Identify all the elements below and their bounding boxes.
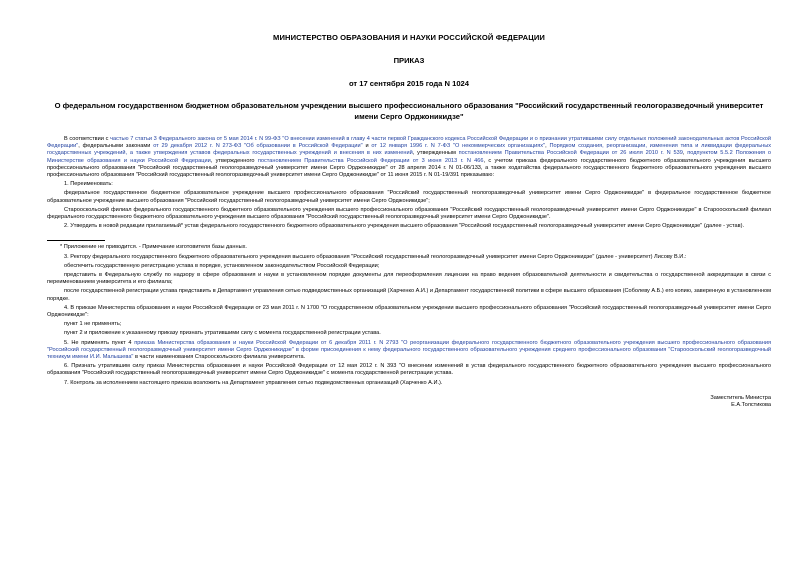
preamble-text: , утвержденным — [412, 150, 459, 157]
item-1-university-rename: федеральное государственное бюджетное образовательное учреждение высшего профессионального образования "Российский государственный геологоразведочный университет имени Серго Орджоникидзе" в федеральное государственное бюджетное образовательное учреждение высшего образования "Российский государственный геологоразведочный университет имени Серго Орджоникидзе"; — [47, 190, 771, 204]
preamble-text: , — [682, 150, 688, 157]
document-title: О федеральном государственном бюджетном образовательном учреждении высшего профессионального образования "Российский государственный геологоразведочный университет имени Серго Орджоникидзе" — [54, 101, 764, 121]
preamble-text: В соответствии с — [64, 136, 111, 142]
order-2793-link[interactable]: приказа Министерства образования и науки Российской Федерации от 6 декабря 2011 г. N 2793 "О реорганизации федерального государственного бюджетного образовательного учреждения высшего профессионального образования "Российский государственный геологоразведочный университет имени Серго Орджоникидзе" в форме присоединения к нему федерального государственного образовательного учреждения среднего профессионального образования "Старооскольский геологоразведочный техникум имени И.И. Малышева" — [47, 339, 771, 361]
item-4-point-1: пункт 1 не применять; — [64, 321, 122, 328]
procedure-link[interactable]: Порядком создания, реорганизации, изменения типа и ликвидации федеральных государственных учреждений, а также утверждения уставов федеральных государственных учреждений и внесения в них изменений — [47, 143, 772, 157]
signature-block — [47, 395, 771, 410]
preamble-text: , с учетом приказа федерального государственного бюджетного образовательного учреждения высшего профессионального образования "Российский государственный геологоразведочный университет имени Серго Орджоникидзе" от 28 апреля 2014 г. N 01-06/133, а также ходатайства федерального государственного бюджетного образовательного учреждения высшего профессионального образования "Российский государственный геологоразведочный университет имени Серго Орджоникидзе" от 11 июня 2015 г. N 01-19/391 приказываю: — [47, 157, 771, 179]
resolution-466-link[interactable]: постановлением Правительства Российской Федерации от 3 июня 2013 г. N 466 — [257, 157, 484, 164]
item-3: 3. Ректору федерального государственного бюджетного образовательного учреждения высшего образования "Российский государственный геологоразведочный университет имени Серго Орджоникидзе" (далее - университет) Лисову В.И.: — [64, 253, 687, 260]
ministry-heading: МИНИСТЕРСТВО ОБРАЗОВАНИЯ И НАУКИ РОССИЙСКОЙ ФЕДЕРАЦИИ — [273, 33, 545, 42]
preamble-text: , федеральными законами — [78, 143, 154, 150]
item-2: 2. Утвердить в новой редакции прилагаемый* устав федерального государственного бюджетного образовательного учреждения высшего образования "Российский государственный геологоразведочный университет имени Серго Орджоникидзе" (далее - устав). — [64, 223, 745, 230]
document-type: ПРИКАЗ — [393, 56, 425, 65]
item-1: 1. Переименовать: — [64, 181, 113, 188]
signatory-name: Е.А.Толстикова — [731, 402, 771, 409]
law-273fz-link[interactable]: от 29 декабря 2012 г. N 273-ФЗ "Об образовании в Российской Федерации" — [153, 143, 363, 150]
item-3-registration: обеспечить государственную регистрацию устава в порядке, установленном законодательством Российской Федерации; — [64, 262, 380, 269]
item-5 — [47, 340, 771, 362]
law-99fz-link[interactable]: частью 7 статьи 3 Федерального закона от 5 мая 2014 г. N 99-ФЗ "О внесении изменений в главу 4 части первой Гражданского кодекса Российской Федерации и о признании утратившими силу отдельных положений законодательных актов Российской Федерации" — [47, 136, 771, 150]
signatory-position: Заместитель Министра — [710, 394, 771, 401]
item-4-point-2: пункт 2 и приложение к указанному приказу признать утратившими силу с момента государственной регистрации устава. — [64, 330, 381, 337]
item-5-text: 5. Не применять пункт 4 — [64, 339, 135, 346]
footnote-divider — [47, 240, 105, 241]
item-5-text: в части наименования Старооскольского филиала университета. — [133, 354, 306, 361]
preamble-text: , — [545, 143, 550, 150]
resolution-539-link[interactable]: постановлением Правительства Российской Федерации от 26 июля 2010 г. N 539 — [458, 150, 683, 157]
document-date-number: от 17 сентября 2015 года N 1024 — [348, 79, 470, 88]
document-page — [47, 33, 771, 410]
item-7: 7. Контроль за исполнением настоящего приказа возложить на Департамент управления сетью подведомственных организаций (Харченко А.И.). — [64, 379, 443, 386]
item-4: 4. В приказе Министерства образования и науки Российской Федерации от 23 мая 2011 г. N 1700 "О государственном образовательном учреждении высшего профессионального образования "Российский государственный геологоразведочный университет имени Серго Орджоникидзе": — [47, 304, 771, 319]
item-6: 6. Признать утратившим силу приказ Министерства образования и науки Российской Федерации от 12 мая 2012 г. N 393 "О внесении изменений в устав федерального государственного бюджетного образовательного учреждения высшего профессионального образования "Российский государственный геологоразведочный университет имени Серго Орджоникидзе" с момента государственной регистрации устава. — [47, 363, 771, 377]
ministry-regulation-link[interactable]: подпунктом 5.5.2 Положения о Министерстве образования и науки Российской Федерации — [47, 150, 772, 164]
item-1-branch-rename: Старооскольский филиал федерального государственного бюджетного образовательного учреждения высшего профессионального образования "Российский государственный геологоразведочный университет имени Серго Орджоникидзе" в Старооскольский филиал федерального государственного бюджетного образовательного учреждения высшего образования "Российский государственный геологоразведочный университет имени Серго Орджоникидзе". — [47, 206, 771, 221]
preamble-paragraph — [47, 136, 771, 179]
preamble-text: и — [362, 143, 372, 150]
footnote: * Приложение не приводится. - Примечание изготовителя базы данных. — [60, 244, 247, 251]
item-3-copy: после государственной регистрации устава представить в Департамент управления сетью подведомственных организаций (Харченко А.И.) и Департамент государственной политики в сфере высшего образования (Соболеву А.Б.) его копию, заверенную в установленном порядке. — [47, 288, 771, 302]
item-3-license: представить в Федеральную службу по надзору в сфере образования и науки в установленном порядке документы для переоформления лицензии на право ведения образовательной деятельности и свидетельства о государственной аккредитации в связи с переименованием университета и его филиала; — [47, 272, 771, 286]
law-7fz-link[interactable]: от 12 января 1996 г. N 7-ФЗ "О некоммерческих организациях" — [371, 143, 546, 150]
preamble-text: , утвержденного — [210, 157, 258, 164]
